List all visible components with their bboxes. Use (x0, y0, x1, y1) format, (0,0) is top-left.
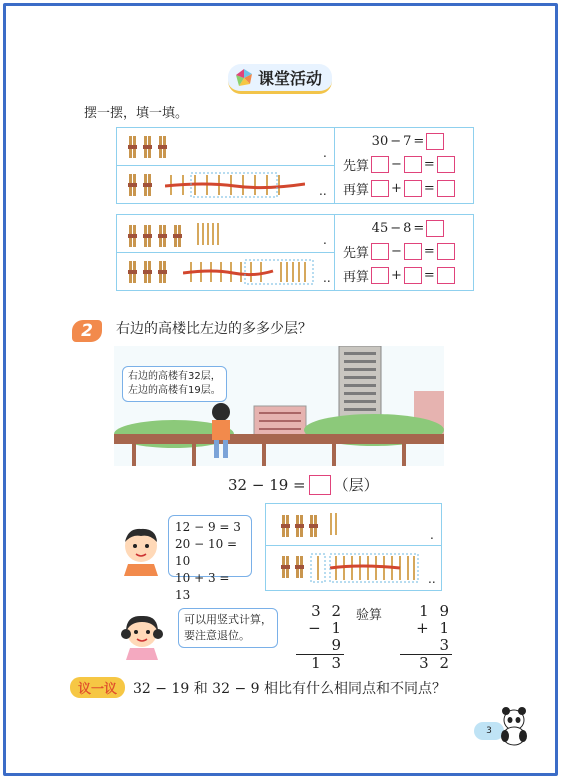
calc-line: 10 + 3 = 13 (175, 571, 230, 602)
stick-bundle-icon (144, 174, 151, 196)
stick-bundle-icon (129, 225, 136, 247)
bubble-line: 要注意退位。 (184, 629, 250, 642)
stick-bundle-icon (296, 515, 303, 537)
row-double-dot: .. (319, 184, 327, 198)
girl-avatar (120, 610, 164, 660)
q2-sticks-table (265, 503, 442, 591)
stick-bundle-icon (129, 136, 136, 158)
discuss-text: 32 − 19 和 32 − 9 相比有什么相同点和不同点？ (133, 680, 446, 697)
eq-equals: = (413, 220, 425, 236)
answer-box[interactable] (404, 180, 422, 197)
page-number: 3 (474, 722, 504, 740)
eq-equals: = (423, 243, 435, 259)
unit-label: （层） (333, 476, 379, 494)
instruction-text: 摆一摆，填一填。 (84, 106, 189, 121)
vertical-subtraction (296, 603, 344, 672)
q2-row2 (266, 546, 441, 590)
stick-bundle-icon (129, 261, 136, 283)
single-sticks-icon (197, 223, 222, 249)
unbundled-sticks-icon (310, 552, 420, 584)
stick-bundle-icon (159, 261, 166, 283)
a1-row1-materials (117, 128, 335, 166)
stick-bundle-icon (144, 136, 151, 158)
eq-equals: = (413, 133, 425, 149)
q2-equation (228, 474, 379, 495)
row-dot: . (323, 146, 327, 160)
a2-first-step (343, 239, 473, 263)
a2-main-equation (343, 217, 473, 239)
bubble-line: 右边的高楼有32层， (128, 371, 221, 382)
stick-bundle-icon (144, 261, 151, 283)
stick-bundle-icon (282, 515, 289, 537)
row-dot: . (430, 528, 434, 542)
a1-row2-materials (117, 166, 335, 204)
a1-first-step (343, 152, 473, 176)
eq-equals: = (423, 180, 435, 196)
stick-bundle-icon (159, 136, 166, 158)
row-dot: . (323, 233, 327, 247)
question-text: 右边的高楼比左边的多多少层？ (116, 321, 312, 337)
q2-row1 (266, 504, 441, 546)
boy-speech-bubble (122, 366, 227, 402)
single-sticks-icon (330, 513, 340, 539)
answer-box[interactable] (371, 267, 389, 284)
then-label: 再算 (343, 182, 370, 198)
answer-box[interactable] (371, 156, 389, 173)
a1-main-equation (343, 130, 473, 152)
discussion-prompt (70, 677, 446, 698)
section-title: 课堂活动 (258, 69, 323, 88)
answer-box[interactable] (437, 180, 455, 197)
unbundled-sticks-icon (183, 259, 323, 285)
eq-operator: − (390, 133, 402, 149)
city-scene-image (114, 346, 444, 466)
a2-row2-materials (117, 253, 335, 291)
panda-icon (496, 706, 532, 746)
stick-bundle-icon (144, 225, 151, 247)
first-label: 先算 (343, 245, 370, 261)
vert-result: 1 3 (296, 654, 344, 672)
pinwheel-icon (234, 68, 254, 88)
stick-bundle-icon (174, 225, 181, 247)
discuss-badge: 议一议 (70, 677, 125, 698)
eq-operator: − (390, 220, 402, 236)
answer-box[interactable] (371, 180, 389, 197)
boy-avatar (118, 524, 164, 576)
eq-number: 45 (371, 220, 389, 236)
check-label: 验算 (356, 608, 383, 623)
answer-box[interactable] (437, 267, 455, 284)
stick-bundle-icon (129, 174, 136, 196)
answer-box[interactable] (404, 267, 422, 284)
then-label: 再算 (343, 269, 370, 285)
calc-line: 12 − 9 = 3 (175, 520, 241, 534)
stick-bundle-icon (296, 556, 303, 578)
answer-box[interactable] (426, 133, 444, 150)
stick-bundle-icon (282, 556, 289, 578)
vert-line: + 1 3 (416, 619, 452, 654)
equation-text: 32 − 19 = (228, 475, 306, 494)
vert-result: 3 2 (400, 654, 452, 672)
eq-operator: + (391, 267, 402, 283)
girl-speech-bubble (178, 608, 278, 648)
unbundled-sticks-icon (165, 172, 305, 198)
answer-box[interactable] (404, 243, 422, 260)
eq-operator: − (391, 156, 402, 172)
stick-bundle-icon (310, 515, 317, 537)
calc-line: 20 − 10 = 10 (175, 537, 238, 568)
first-label: 先算 (343, 158, 370, 174)
vert-line: 1 9 (419, 602, 452, 620)
answer-box[interactable] (371, 243, 389, 260)
question-number-badge: 2 (72, 320, 102, 342)
activity2-table (116, 214, 474, 291)
eq-equals: = (423, 267, 435, 283)
vert-line: − 1 9 (308, 619, 344, 654)
answer-box[interactable] (426, 220, 444, 237)
eq-number: 8 (403, 220, 412, 236)
a2-row1-materials (117, 215, 335, 253)
a2-then-step (343, 263, 473, 287)
answer-box[interactable] (437, 243, 455, 260)
boy-calculation-bubble (168, 515, 252, 602)
activity1-table (116, 127, 474, 204)
answer-box[interactable] (437, 156, 455, 173)
vert-line: 3 2 (311, 602, 344, 620)
answer-box[interactable] (309, 475, 331, 495)
vertical-check-addition (400, 603, 452, 672)
eq-operator: + (391, 180, 402, 196)
eq-equals: = (423, 156, 435, 172)
bubble-line: 左边的高楼有19层。 (128, 385, 221, 396)
buildings-illustration (114, 346, 444, 466)
section-header (228, 66, 332, 92)
eq-number: 7 (403, 133, 412, 149)
eq-number: 30 (371, 133, 389, 149)
row-double-dot: .. (428, 572, 436, 586)
answer-box[interactable] (404, 156, 422, 173)
eq-operator: − (391, 243, 402, 259)
stick-bundle-icon (159, 225, 166, 247)
a1-then-step (343, 176, 473, 200)
row-double-dot: .. (323, 271, 331, 285)
bubble-line: 可以用竖式计算， (184, 613, 272, 626)
